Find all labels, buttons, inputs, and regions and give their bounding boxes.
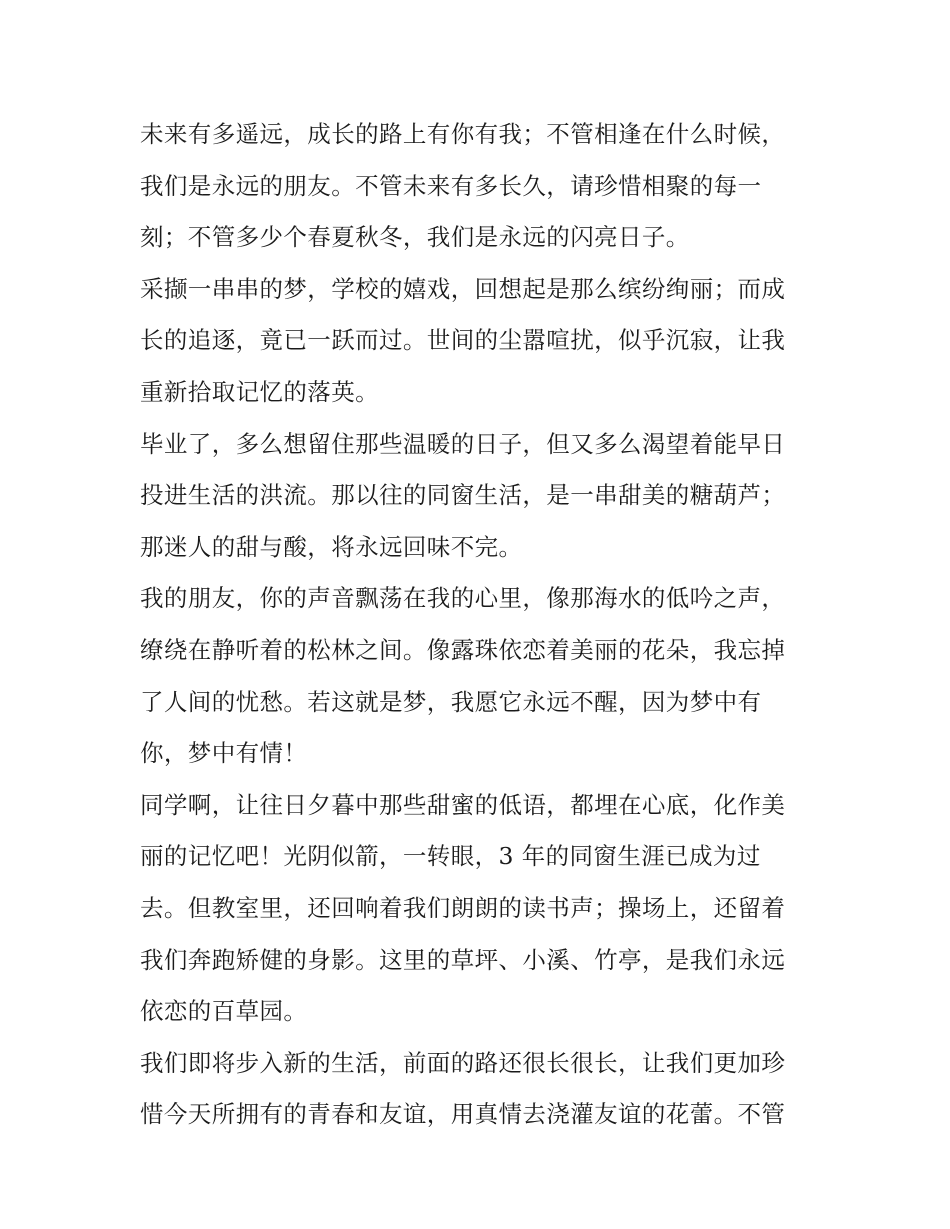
text-line: 丽的记忆吧！光阴似箭，一转眼，3 年的同窗生涯已成为过 [140, 842, 761, 871]
text-line: 了人间的忧愁。若这就是梦，我愿它永远不醒，因为梦中有 [140, 687, 762, 716]
text-line: 你，梦中有情！ [140, 739, 308, 768]
paragraph-2 [140, 264, 820, 419]
paragraph-5 [140, 780, 820, 1038]
text-line: 采撷一串串的梦，学校的嬉戏，回想起是那么缤纷绚丽；而成 [140, 274, 786, 303]
text-line: 我的朋友，你的声音飘荡在我的心里，像那海水的低吟之声， [140, 584, 786, 613]
text-line: 同学啊，让往日夕暮中那些甜蜜的低语，都埋在心底，化作美 [140, 790, 786, 819]
text-line: 去。但教室里，还回响着我们朗朗的读书声；操场上，还留着 [140, 893, 786, 922]
paragraph-6 [140, 1038, 820, 1141]
paragraph-3 [140, 419, 820, 574]
paragraph-4 [140, 573, 820, 779]
text-line: 重新拾取记忆的落英。 [140, 377, 379, 406]
paragraph-1 [140, 109, 820, 264]
text-line: 我们是永远的朋友。不管未来有多长久，请珍惜相聚的每一 [140, 171, 762, 200]
document-body [140, 109, 820, 1141]
text-line: 刻；不管多少个春夏秋冬，我们是永远的闪亮日子。 [140, 223, 690, 252]
text-line: 长的追逐，竟已一跃而过。世间的尘嚣喧扰，似乎沉寂，让我 [140, 326, 786, 355]
text-line: 缭绕在静听着的松林之间。像露珠依恋着美丽的花朵，我忘掉 [140, 635, 786, 664]
text-line: 那迷人的甜与酸，将永远回味不完。 [140, 532, 523, 561]
text-line: 投进生活的洪流。那以往的同窗生活，是一串甜美的糖葫芦； [140, 481, 786, 510]
text-line: 我们奔跑矫健的身影。这里的草坪、小溪、竹亭，是我们永远 [140, 945, 786, 974]
text-line: 毕业了，多么想留住那些温暖的日子，但又多么渴望着能早日 [140, 429, 786, 458]
text-line: 我们即将步入新的生活，前面的路还很长很长，让我们更加珍 [140, 1048, 786, 1077]
text-line: 依恋的百草园。 [140, 997, 308, 1026]
text-line: 未来有多遥远，成长的路上有你有我；不管相逢在什么时候， [140, 120, 786, 148]
text-line: 惜今天所拥有的青春和友谊，用真情去浇灌友谊的花蕾。不管 [140, 1100, 786, 1129]
